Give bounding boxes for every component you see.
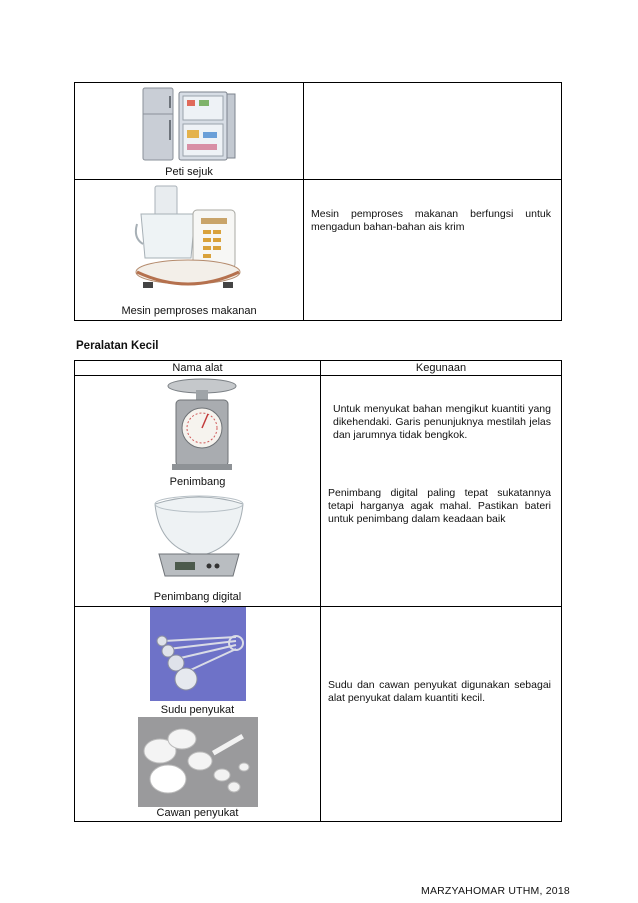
tool-name-cell [75,607,321,822]
digital-scale-icon [151,494,247,584]
measuring-cups-icon [138,717,258,807]
tool-name: Penimbang digital [153,591,242,603]
small-tools-table [74,360,562,822]
equipment-name: Peti sejuk [165,166,213,178]
equipment-name-cell [75,180,304,321]
table-row [75,376,562,607]
table-row [75,83,562,180]
section-title: Peralatan Kecil [76,340,159,352]
tool-name: Penimbang [169,476,226,488]
equipment-usage-cell [304,180,562,321]
tool-name: Cawan penyukat [156,807,239,819]
table-header-row [75,361,562,376]
tool-usage: Penimbang digital paling tepat sukatannya tetapi harganya agak mahal. Pastikan bateri untuk penimbang dalam keadaan baik [328,487,551,525]
equipment-usage-cell [304,83,562,180]
tool-usage: Sudu dan cawan penyukat digunakan sebagai alat penyukat dalam kuantiti kecil. [328,679,551,704]
scale-icon [164,378,240,474]
footer-text: MARZYAHOMAR UTHM, 2018 [421,885,570,897]
measuring-spoons-icon [150,607,246,701]
tool-usage-cell [321,607,562,822]
column-header-usage: Kegunaan [321,361,562,376]
tool-name: Sudu penyukat [160,704,235,716]
equipment-name: Mesin pemproses makanan [121,305,257,317]
tool-usage-cell [321,376,562,607]
equipment-name-cell [75,83,304,180]
tool-name-cell [75,376,321,607]
refrigerator-icon [139,86,239,166]
table-row [75,607,562,822]
food-processor-icon [133,184,243,298]
column-header-name: Nama alat [75,361,321,376]
equipment-usage: Mesin pemproses makanan berfungsi untuk mengadun bahan-bahan ais krim [311,208,551,233]
table-row [75,180,562,321]
large-equipment-table [74,82,562,321]
tool-usage: Untuk menyukat bahan mengikut kuantiti yang dikehendaki. Garis penunjuknya mestilah jelas dan jarumnya tidak bengkok. [333,403,551,441]
